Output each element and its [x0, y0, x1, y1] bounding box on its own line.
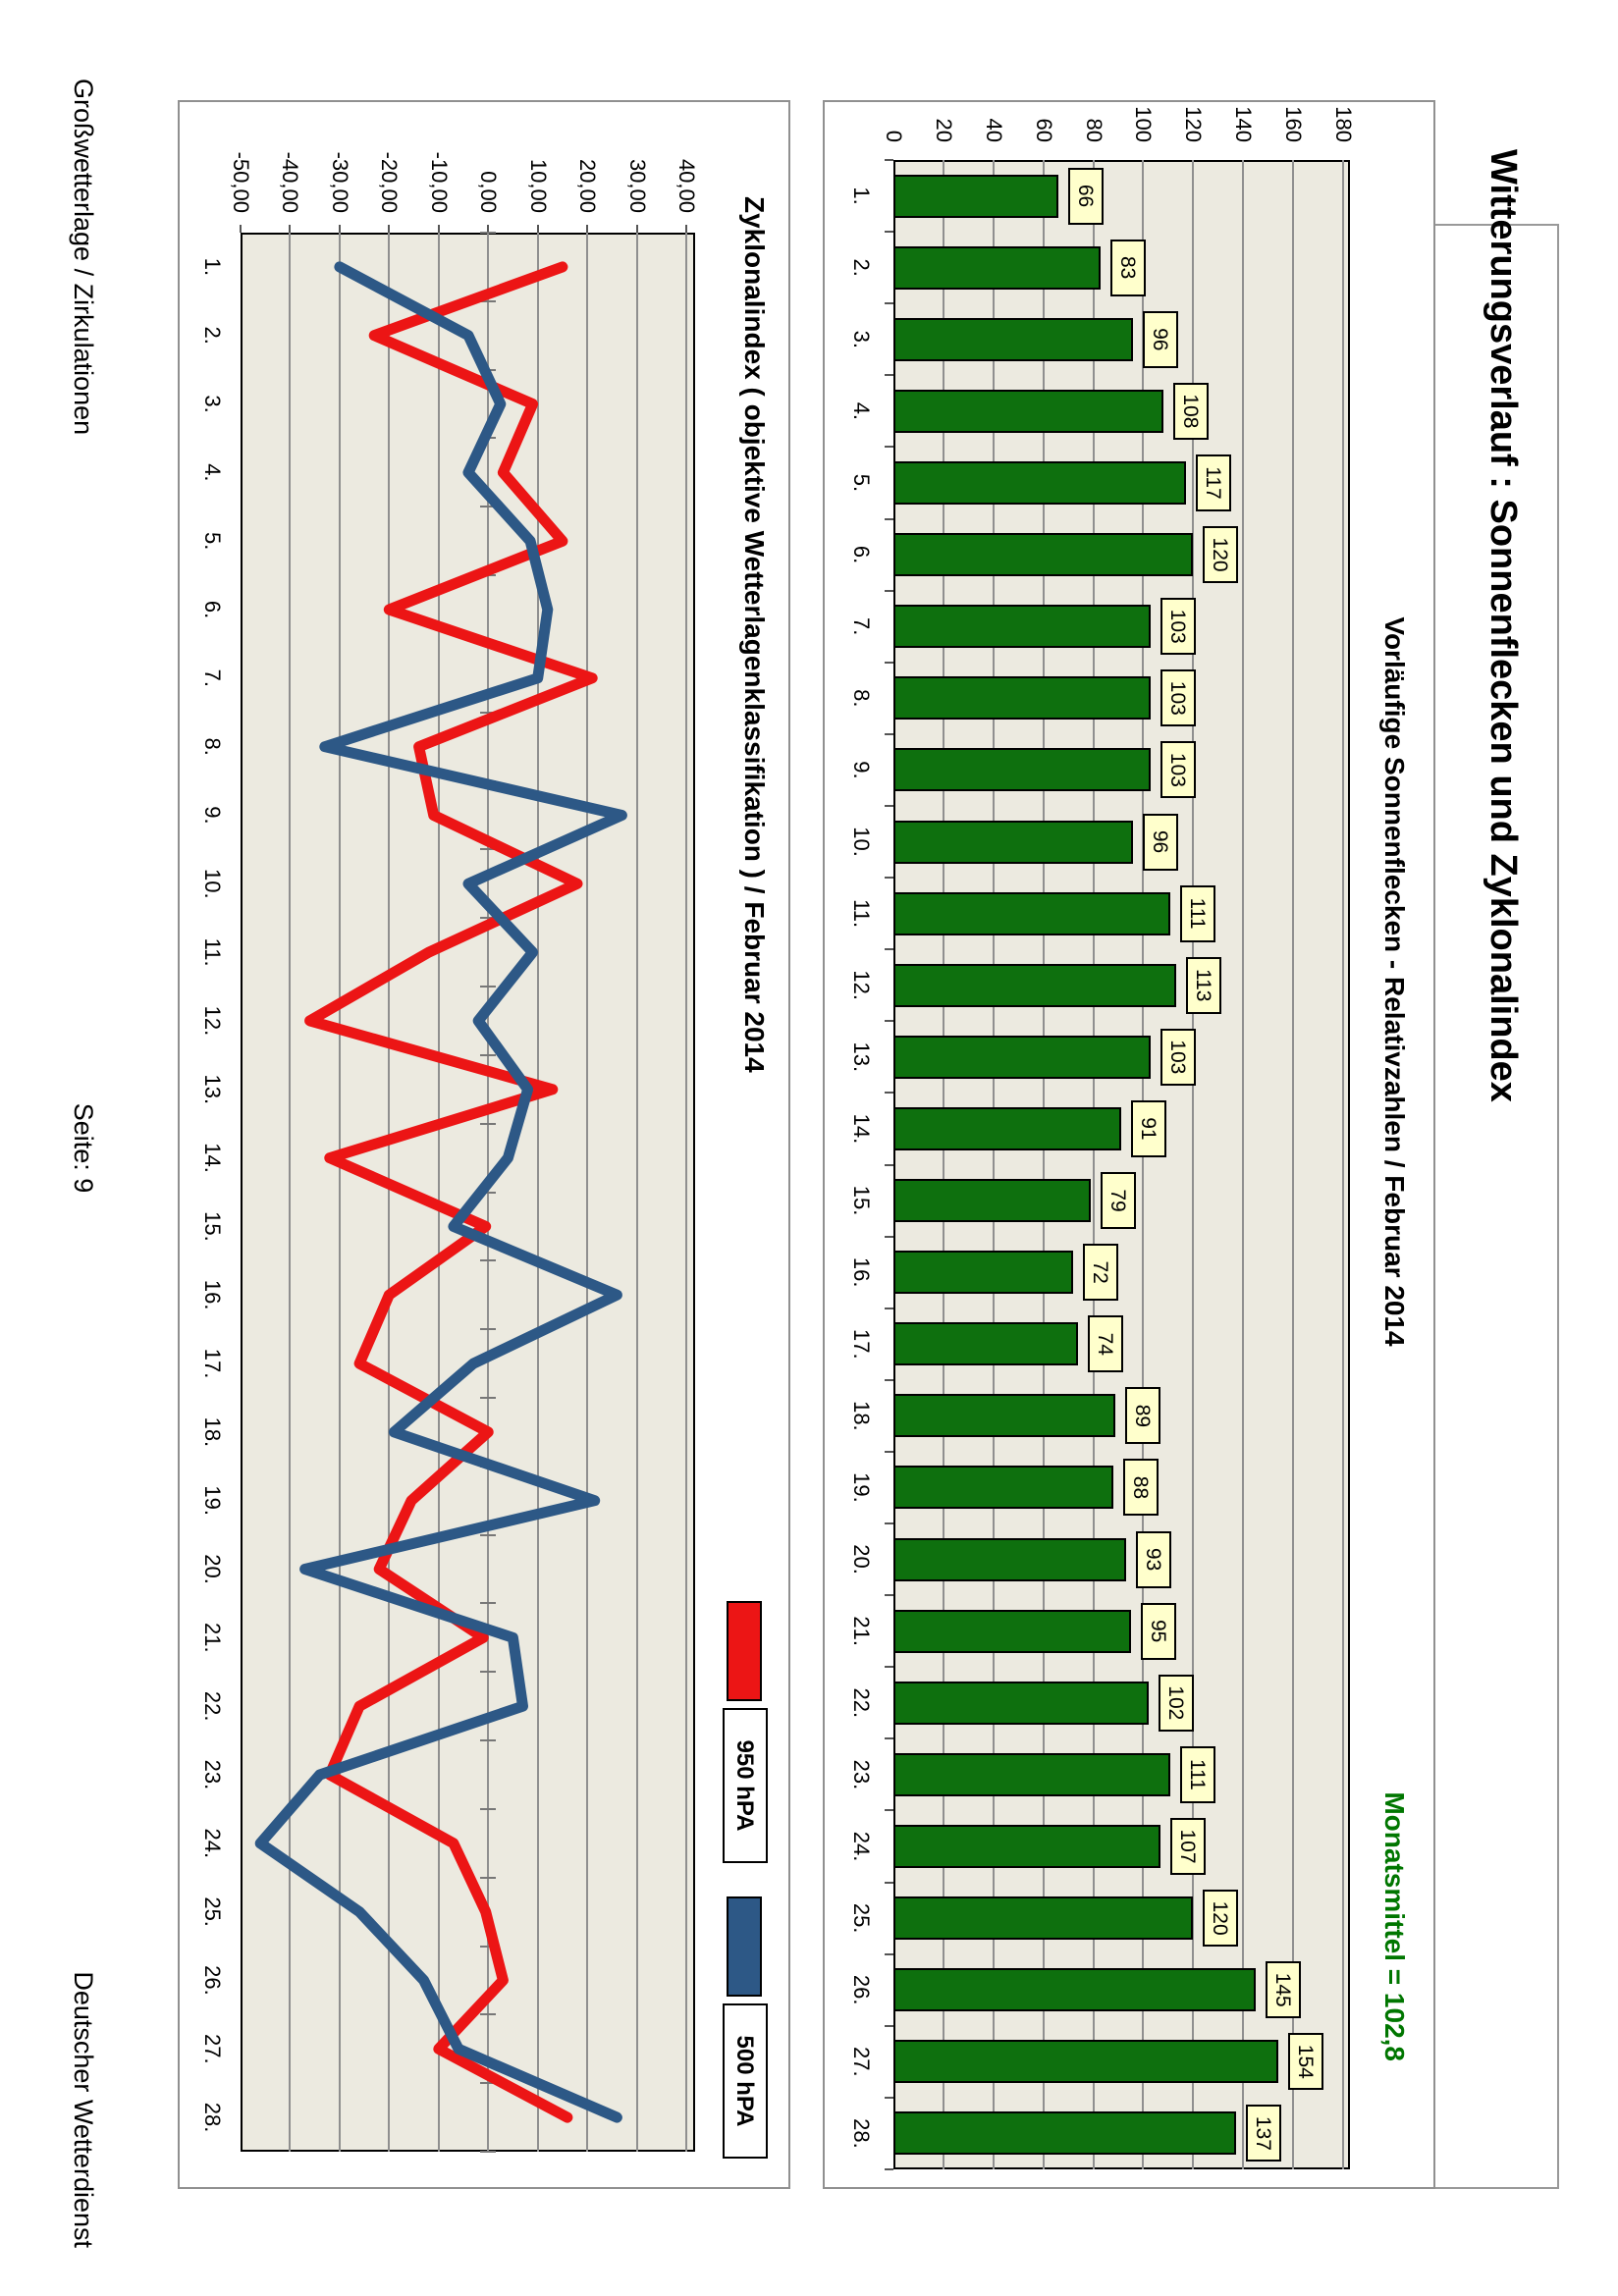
bar-x-axis-label: 11. — [849, 899, 874, 929]
line-x-axis-label: 13. — [200, 1074, 225, 1105]
bar — [893, 676, 1151, 720]
series-950hpa-line — [310, 267, 593, 2117]
page-title: Witterungsverlauf : Sonnenflecken und Zyklonalindex — [1483, 149, 1524, 1102]
bar-grid-line — [1342, 160, 1344, 2169]
bar-value-box: 88 — [1123, 1459, 1159, 1516]
line-chart-title: Zyklonalindex ( objektive Wetterlagenklassifikation ) / Februar 2014 — [739, 196, 770, 1073]
bar-value-box: 103 — [1160, 741, 1196, 798]
line-y-axis-label: -20,00 — [377, 151, 403, 213]
line-x-axis-label: 16. — [200, 1279, 225, 1310]
bar-value-box: 96 — [1143, 311, 1178, 368]
line-y-axis-tick — [339, 225, 341, 233]
line-x-axis-label: 28. — [200, 2102, 225, 2133]
bar-y-axis-label: 180 — [1331, 106, 1356, 142]
bar-axis-tick — [885, 1379, 893, 1381]
bar-axis-tick — [885, 1953, 893, 1955]
bar-x-axis-label: 18. — [849, 1401, 874, 1431]
bar — [893, 175, 1058, 218]
bar-y-axis-label: 120 — [1181, 106, 1207, 142]
line-x-axis-label: 12. — [200, 1005, 225, 1037]
bar-x-axis-label: 14. — [849, 1113, 874, 1145]
bar-value-box: 154 — [1288, 2033, 1323, 2090]
bar-value-box: 103 — [1160, 1029, 1196, 1086]
bar — [893, 821, 1133, 864]
bar-value-box: 74 — [1088, 1315, 1123, 1372]
line-x-axis-label: 19. — [200, 1485, 225, 1516]
bar-x-axis-label: 19. — [849, 1472, 874, 1503]
bar-axis-tick — [885, 1020, 893, 1022]
bar-axis-tick — [885, 446, 893, 448]
line-y-axis-tick — [388, 225, 390, 233]
bar-axis-tick — [885, 159, 893, 161]
bar-value-box: 120 — [1203, 526, 1238, 583]
bar-x-axis-label: 3. — [849, 330, 874, 348]
line-x-axis-label: 23. — [200, 1759, 225, 1790]
bar — [893, 748, 1151, 791]
bar-x-axis-label: 22. — [849, 1687, 874, 1719]
legend-950hpa-swatch — [727, 1601, 762, 1701]
bar-grid-line — [1292, 160, 1294, 2169]
bar-value-box: 103 — [1160, 598, 1196, 655]
bar-axis-tick — [885, 1522, 893, 1524]
line-x-axis-label: 10. — [200, 869, 225, 899]
bar-grid-line — [1242, 160, 1244, 2169]
line-x-axis-label: 2. — [200, 326, 225, 345]
bar-x-axis-label: 4. — [849, 401, 874, 421]
line-x-axis-label: 17. — [200, 1348, 225, 1379]
line-x-axis-label: 24. — [200, 1828, 225, 1859]
bar-y-axis-label: 160 — [1281, 106, 1307, 142]
bar-value-box: 83 — [1110, 240, 1146, 296]
bar-value-box: 145 — [1266, 1961, 1301, 2018]
bar-x-axis-label: 13. — [849, 1041, 874, 1073]
bar-y-axis-label: 20 — [931, 118, 956, 142]
header-rule — [1557, 224, 1559, 2189]
bar-value-box: 111 — [1180, 885, 1215, 942]
line-y-axis-label: 10,00 — [525, 158, 551, 213]
bar-value-box: 108 — [1173, 383, 1209, 440]
bar-value-box: 107 — [1170, 1818, 1206, 1875]
line-y-axis-label: 20,00 — [575, 158, 601, 213]
bar — [893, 1036, 1151, 1079]
bar-axis-tick — [885, 1882, 893, 1884]
line-y-axis-label: 0,00 — [476, 171, 502, 213]
line-chart-series-svg — [241, 233, 695, 2152]
bar-axis-tick — [885, 662, 893, 664]
line-y-axis-tick — [636, 225, 638, 233]
bar-value-box: 103 — [1160, 669, 1196, 726]
bar — [893, 964, 1176, 1007]
bar-value-box: 137 — [1246, 2105, 1281, 2162]
line-x-axis-label: 8. — [200, 737, 225, 756]
footer-left: Großwetterlage / Zirkulationen — [69, 79, 98, 436]
bar — [893, 2040, 1278, 2083]
bar-value-box: 113 — [1186, 957, 1221, 1014]
bar — [893, 1896, 1193, 1940]
line-y-axis-tick — [438, 225, 440, 233]
bar — [893, 892, 1170, 935]
bar-y-axis-label: 0 — [882, 130, 906, 142]
bar — [893, 1179, 1091, 1222]
bar — [893, 1968, 1256, 2011]
bar-value-box: 66 — [1068, 168, 1104, 225]
bar — [893, 1466, 1113, 1509]
bar-axis-tick — [885, 518, 893, 520]
bar-axis-tick — [885, 1164, 893, 1166]
line-y-axis-tick — [240, 225, 242, 233]
bar-value-box: 120 — [1203, 1890, 1238, 1947]
line-x-axis-label: 18. — [200, 1416, 225, 1448]
bar-x-axis-label: 25. — [849, 1902, 874, 1934]
line-y-axis-label: -40,00 — [278, 151, 303, 213]
bar-x-axis-label: 9. — [849, 761, 874, 779]
bar-x-axis-label: 23. — [849, 1759, 874, 1790]
line-x-axis-label: 21. — [200, 1623, 225, 1653]
bar-axis-tick — [885, 374, 893, 376]
line-x-axis-label: 1. — [200, 257, 225, 277]
bar-axis-tick — [885, 2168, 893, 2170]
bar-x-axis-label: 21. — [849, 1616, 874, 1646]
line-y-axis-label: -30,00 — [327, 151, 352, 213]
bar-x-axis-label: 20. — [849, 1544, 874, 1575]
bar-y-axis-label: 140 — [1231, 106, 1257, 142]
bar-x-axis-label: 1. — [849, 187, 874, 205]
bar-chart-title: Vorläufige Sonnenflecken - Relativzahlen / Februar 2014 — [1379, 616, 1410, 1347]
line-x-axis-label: 3. — [200, 395, 225, 413]
bar-axis-tick — [885, 590, 893, 592]
bar-value-box: 72 — [1083, 1244, 1118, 1301]
bar-axis-tick — [885, 1092, 893, 1094]
bar-value-box: 89 — [1125, 1387, 1160, 1444]
bar — [893, 605, 1151, 648]
bar-x-axis-label: 28. — [849, 2118, 874, 2149]
bar — [893, 1251, 1073, 1294]
bar-x-axis-label: 24. — [849, 1831, 874, 1862]
bar-x-axis-label: 26. — [849, 1974, 874, 2005]
bar-x-axis-label: 7. — [849, 617, 874, 636]
legend-500hpa-swatch — [727, 1896, 762, 1997]
bar-axis-tick — [885, 1666, 893, 1668]
bar — [893, 390, 1163, 433]
bar — [893, 1322, 1078, 1365]
bar — [893, 1107, 1121, 1150]
bar-axis-tick — [885, 1308, 893, 1309]
bar — [893, 1753, 1170, 1796]
line-y-axis-tick — [537, 225, 539, 233]
line-y-axis-tick — [685, 225, 687, 233]
line-x-axis-label: 27. — [200, 2033, 225, 2064]
bar-y-axis-label: 100 — [1131, 106, 1157, 142]
bar-x-axis-label: 8. — [849, 689, 874, 708]
bar-x-axis-label: 16. — [849, 1256, 874, 1288]
bar-axis-tick — [885, 1594, 893, 1596]
line-y-axis-tick — [289, 225, 291, 233]
line-x-axis-label: 9. — [200, 806, 225, 825]
line-x-axis-label: 5. — [200, 532, 225, 551]
bar-axis-tick — [885, 948, 893, 950]
bar-axis-tick — [885, 2097, 893, 2099]
bar-axis-tick — [885, 302, 893, 304]
bar-y-axis-label: 40 — [981, 118, 1006, 142]
line-x-axis-label: 26. — [200, 1965, 225, 1996]
monatsmittel-annotation: Monatsmittel = 102,8 — [1379, 1791, 1410, 2061]
bar-value-box: 102 — [1159, 1675, 1194, 1732]
bar — [893, 461, 1186, 505]
bar — [893, 1538, 1126, 1581]
bar — [893, 533, 1193, 576]
bar-value-box: 79 — [1101, 1172, 1136, 1229]
bar-x-axis-label: 17. — [849, 1328, 874, 1360]
bar-x-axis-label: 2. — [849, 258, 874, 277]
line-y-axis-label: -50,00 — [229, 151, 253, 213]
bar-axis-tick — [885, 805, 893, 807]
line-x-axis-label: 6. — [200, 600, 225, 619]
line-x-axis-label: 20. — [200, 1554, 225, 1584]
bar-value-box: 111 — [1180, 1746, 1215, 1803]
line-x-axis-label: 14. — [200, 1143, 225, 1173]
bar-axis-tick — [885, 877, 893, 879]
bar-value-box: 95 — [1141, 1603, 1176, 1660]
line-y-axis-tick — [586, 225, 588, 233]
bar-axis-tick — [885, 1451, 893, 1453]
bar-y-axis-label: 60 — [1031, 118, 1056, 142]
line-x-axis-label: 4. — [200, 463, 225, 482]
bar-x-axis-label: 5. — [849, 473, 874, 493]
bar-value-box: 93 — [1136, 1531, 1171, 1588]
bar-x-axis-label: 12. — [849, 970, 874, 1001]
line-x-axis-label: 22. — [200, 1690, 225, 1722]
bar-axis-tick — [885, 733, 893, 735]
footer-right: Deutscher Wetterdienst — [69, 1971, 98, 2248]
bar-x-axis-label: 6. — [849, 545, 874, 564]
bar — [893, 1394, 1115, 1437]
bar-axis-tick — [885, 1236, 893, 1238]
bar — [893, 246, 1101, 290]
line-y-axis-label: 40,00 — [674, 158, 699, 213]
bar-axis-tick — [885, 1809, 893, 1811]
bar-x-axis-label: 10. — [849, 827, 874, 857]
bar-value-box: 91 — [1131, 1100, 1166, 1157]
bar-value-box: 117 — [1196, 454, 1231, 511]
bar-x-axis-label: 27. — [849, 2047, 874, 2077]
bar — [893, 318, 1133, 361]
bar-axis-tick — [885, 231, 893, 233]
line-y-axis-label: -10,00 — [426, 151, 452, 213]
footer-center: Seite: 9 — [69, 1102, 98, 1194]
line-x-axis-label: 25. — [200, 1896, 225, 1927]
line-x-axis-label: 7. — [200, 668, 225, 687]
line-x-axis-label: 11. — [200, 937, 225, 967]
legend-500hpa-label: 500 hPA — [723, 2003, 768, 2159]
bar-axis-tick — [885, 1737, 893, 1739]
bar — [893, 1610, 1131, 1653]
bar-x-axis-label: 15. — [849, 1185, 874, 1216]
bar-y-axis-label: 80 — [1081, 118, 1106, 142]
bar-axis-tick — [885, 2025, 893, 2027]
legend-950hpa-label: 950 hPA — [723, 1708, 768, 1863]
bar-value-box: 96 — [1143, 814, 1178, 871]
line-y-axis-label: 30,00 — [624, 158, 650, 213]
bar — [893, 1825, 1160, 1868]
line-x-axis-label: 15. — [200, 1211, 225, 1242]
bar — [893, 1682, 1149, 1725]
bar — [893, 2111, 1236, 2155]
